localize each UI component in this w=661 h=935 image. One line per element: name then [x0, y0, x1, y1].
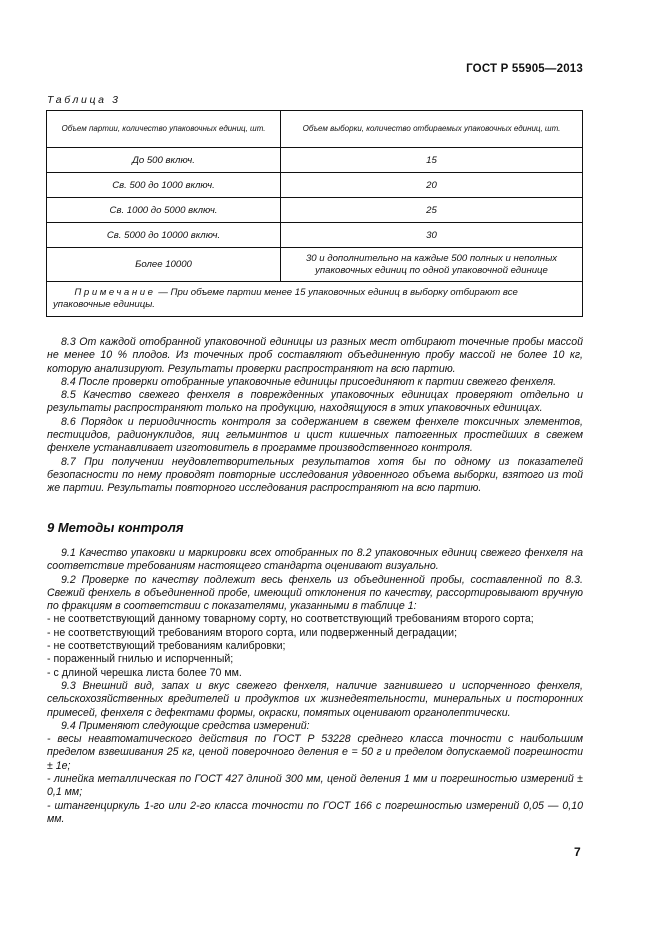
- table-row: [47, 223, 583, 248]
- list-item: - не соответствующий требованиям калибровки;: [47, 640, 286, 653]
- lot-cell: Более 10000: [47, 248, 281, 282]
- page-number: 7: [574, 845, 581, 859]
- lot-cell: Св. 5000 до 10000 включ.: [47, 223, 281, 248]
- table-row: [47, 248, 583, 282]
- table-caption: Таблица 3: [47, 94, 121, 106]
- list-item: - не соответствующий данному товарному сорту, но соответствующий требованиям второго сорта;: [47, 613, 534, 626]
- list-item: - пораженный гнилью и испорченный;: [47, 653, 234, 666]
- paragraph-9-3: 9.3 Внешний вид, запах и вкус свежего фенхеля, наличие загнившего и испорченного фенхеля, сельскохозяйственных вредителей и продуктов их жизнедеятельности, минеральных и посторонних примесей, фенхеля с дефектами формы, окраски, помятых оценивают органолептически.: [47, 679, 583, 719]
- header-lot-size: Объем партии, количество упаковочных единиц, шт.: [47, 111, 281, 148]
- paragraph-9-4: 9.4 Применяют следующие средства измерений:: [61, 719, 310, 732]
- note-text: — При объеме партии менее 15 упаковочных единиц в выборку отбирают все упаковочные единицы.: [53, 286, 518, 310]
- measuring-item-caliper: - штангенциркуль 1-го или 2-го класса точности по ГОСТ 166 с погрешностью измерений 0,05 — 0,10 мм.: [47, 799, 583, 825]
- lot-cell: Св. 500 до 1000 включ.: [47, 173, 281, 198]
- table-row: [47, 198, 583, 223]
- document-code: ГОСТ Р 55905—2013: [466, 63, 583, 75]
- paragraph-9-2: 9.2 Проверке по качеству подлежит весь фенхель из объединенной пробы, составленной по 8.3. Свежий фенхель в объединенной пробе, имеющий отклонения по качеству, рассортировывают вручную по фракциям в соответствии с показателями, указанными в таблице 1:: [47, 573, 583, 613]
- sample-cell: 30 и дополнительно на каждые 500 полных и неполных упаковочных единиц по одной упаковочной единице: [281, 248, 583, 282]
- table-row: [47, 148, 583, 173]
- table-header-row: [47, 111, 583, 148]
- note-label: Примечание: [74, 286, 156, 298]
- paragraph-9-1: 9.1 Качество упаковки и маркировки всех отобранных по 8.2 упаковочных единиц свежего фенхеля на соответствие требованиям настоящего стандарта оценивают визуально.: [47, 547, 583, 573]
- lot-cell: До 500 включ.: [47, 148, 281, 173]
- lot-cell: Св. 1000 до 5000 включ.: [47, 198, 281, 223]
- sample-cell: 20: [281, 173, 583, 198]
- sampling-table: [46, 110, 583, 317]
- paragraph-8-4: 8.4 После проверки отобранные упаковочные единицы присоединяют к партии свежего фенхеля.: [61, 375, 557, 388]
- paragraph-8-7: 8.7 При получении неудовлетворительных результатов хотя бы по одному из показателей безопасности по нему проводят повторные исследования удвоенного объема выборки, взятого из той же партии. Результаты повторного исследования распространяют на всю партию.: [47, 455, 583, 495]
- paragraph-8-6: 8.6 Порядок и периодичность контроля за содержанием в свежем фенхеле токсичных элементов, пестицидов, радионуклидов, яиц гельминтов и цист кишечных патогенных простейших в свежем фенхеле устанавливает изготовитель в программе производственного контроля.: [47, 415, 583, 455]
- section-9-title: 9 Методы контроля: [47, 520, 184, 535]
- paragraph-8-5: 8.5 Качество свежего фенхеля в поврежденных упаковочных единицах проверяют отдельно и результаты распространяют только на продукцию, находящуюся в этих упаковочных единицах.: [47, 389, 583, 415]
- sample-cell: 15: [281, 148, 583, 173]
- list-item: - с длиной черешка листа более 70 мм.: [47, 666, 242, 679]
- table-row: [47, 173, 583, 198]
- sample-cell: 25: [281, 198, 583, 223]
- header-sample-size: Объем выборки, количество отбираемых упаковочных единиц, шт.: [281, 111, 583, 148]
- table-note-row: [47, 282, 583, 317]
- section-9-text: [47, 547, 583, 826]
- table-note: [47, 282, 583, 317]
- measuring-item-scales: - весы неавтоматического действия по ГОСТ Р 53228 среднего класса точности с наибольшим пределом взвешивания 25 кг, ценой поверочного деления е = 50 г и пределом допускаемой погрешности ± 1е;: [47, 733, 583, 772]
- sample-cell: 30: [281, 223, 583, 248]
- list-item: - не соответствующий требованиям второго сорта, или подверженный деградации;: [47, 626, 458, 639]
- paragraph-8-3: 8.3 От каждой отобранной упаковочной единицы из разных мест отбирают точечные пробы массой не менее 10 % плодов. Из точечных проб составляют объединенную пробу массой не более 10 кг, которую анализируют. Результаты проверки распространяют на всю партию.: [47, 336, 583, 375]
- measuring-item-ruler: - линейка металлическая по ГОСТ 427 длиной 300 мм, ценой деления 1 мм и погрешностью измерений ± 0,1 мм;: [47, 773, 583, 799]
- section-8-text: [47, 336, 583, 496]
